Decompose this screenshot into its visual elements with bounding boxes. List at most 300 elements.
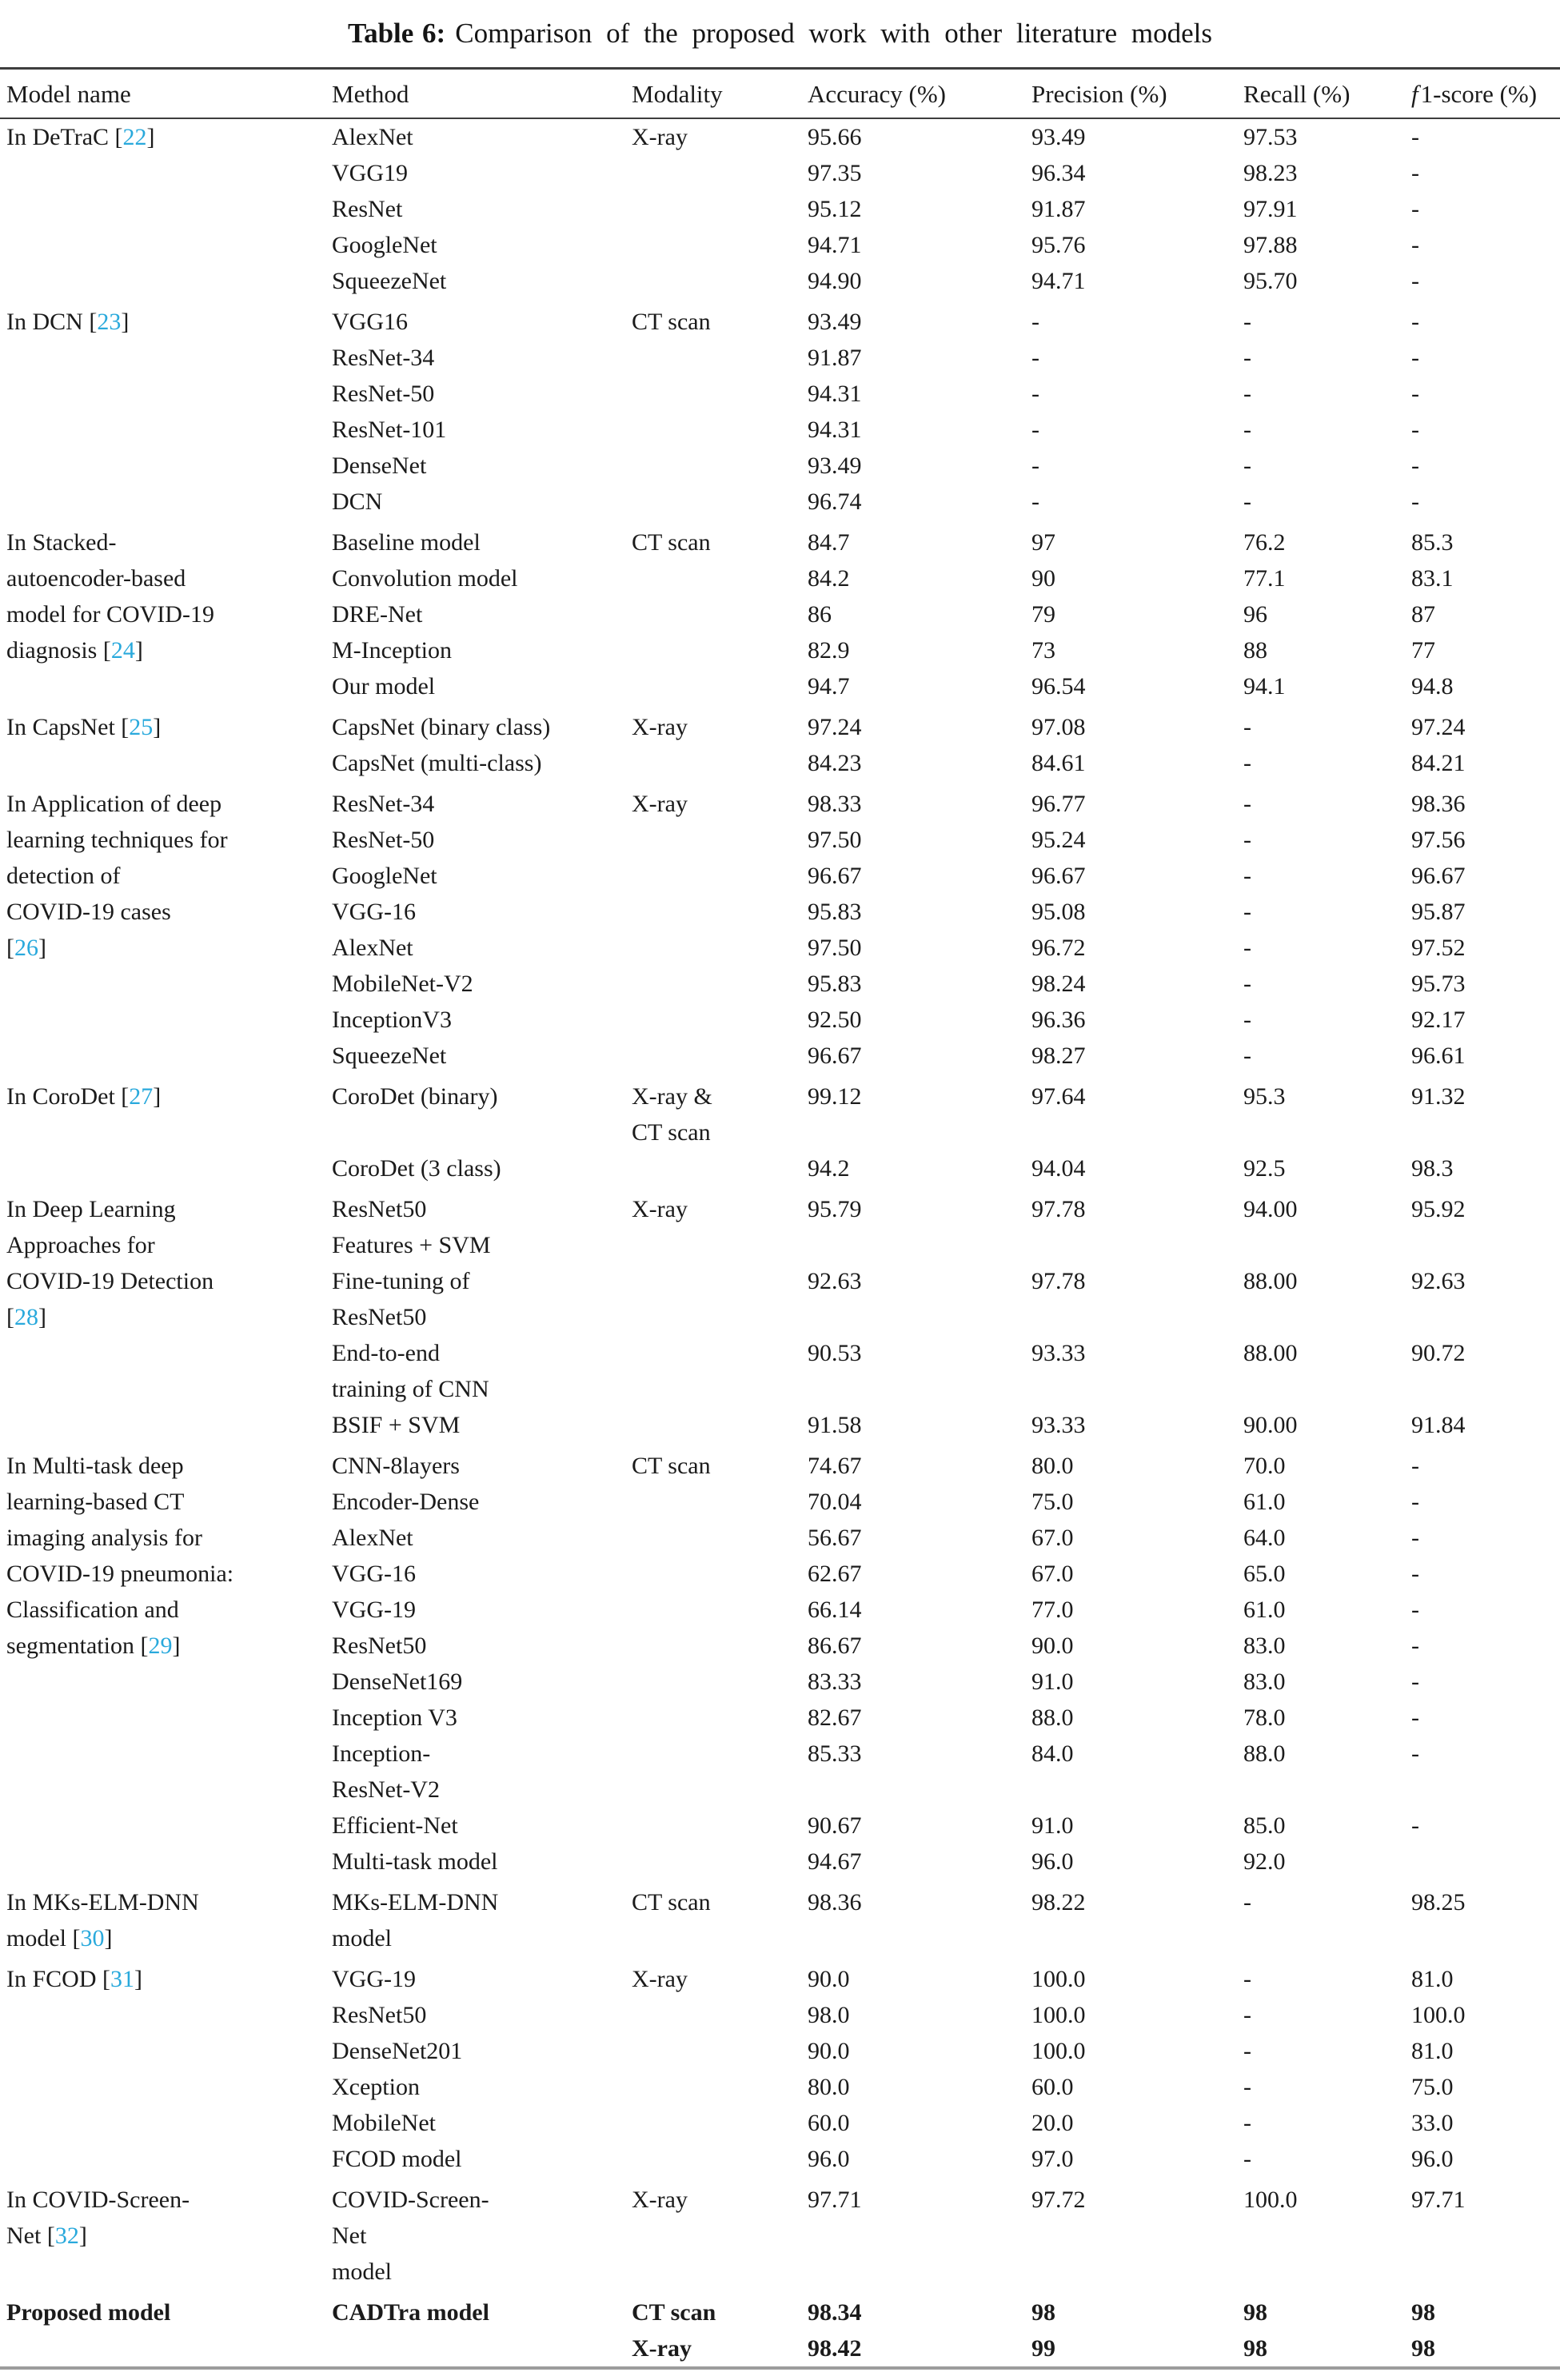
cell: [632, 2105, 808, 2141]
cell: [0, 2105, 332, 2141]
table-row: [0, 484, 1560, 520]
cell: In MKs-ELM-DNN: [6, 1889, 199, 1916]
cell: -: [1411, 1525, 1419, 1551]
cell: 97.24: [808, 714, 862, 740]
table-row: [0, 1844, 1560, 1880]
table-row: [0, 2177, 1560, 2218]
cell: autoencoder-based: [6, 565, 186, 592]
cell: -: [1031, 452, 1039, 479]
cell: 96.36: [1031, 1007, 1086, 1033]
cell: [0, 1772, 332, 1808]
cell: 84.0: [1031, 1740, 1074, 1767]
citation-ref[interactable]: 30: [80, 1925, 105, 1951]
cell: [1243, 2218, 1411, 2254]
cell: [632, 668, 808, 704]
citation-ref[interactable]: 22: [122, 124, 147, 150]
cell: Efficient-Net: [332, 1812, 458, 1839]
citation-ref[interactable]: 27: [129, 1083, 154, 1110]
table-row: [0, 520, 1560, 560]
cell: [632, 412, 808, 448]
cell: 98: [1031, 2299, 1055, 2326]
cell: [632, 2218, 808, 2254]
table-body: [0, 118, 1560, 2368]
cell: 95.83: [808, 971, 862, 997]
cell: [1243, 2254, 1411, 2290]
cell: 96.61: [1411, 1042, 1466, 1069]
table-row: [0, 596, 1560, 632]
cell: COVID-19 cases: [6, 899, 171, 925]
cell: 81.0: [1411, 1966, 1454, 1992]
cell: 74.67: [808, 1453, 862, 1479]
cell: -: [1411, 1704, 1419, 1731]
cell: -: [1243, 1042, 1251, 1069]
cell: model: [332, 2258, 392, 2285]
cell: Baseline model: [332, 529, 481, 556]
table-row: [0, 1628, 1560, 1664]
cell: 91.0: [1031, 1668, 1074, 1695]
cell: [0, 1002, 332, 1038]
cell: 97.50: [808, 935, 862, 961]
cell: 100.0: [1031, 2038, 1086, 2064]
table-row: [0, 263, 1560, 299]
cell: ResNet50: [332, 2002, 427, 2028]
cell: 97.35: [808, 160, 862, 186]
cell: 20.0: [1031, 2110, 1074, 2136]
cell: 94.31: [808, 381, 862, 407]
cell: [0, 1664, 332, 1700]
cell: 96.34: [1031, 160, 1086, 186]
cell: -: [1411, 124, 1419, 150]
column-header: Model name: [0, 69, 332, 119]
cell: 92.63: [1411, 1268, 1466, 1294]
cell: 83.0: [1243, 1633, 1286, 1659]
column-header: Recall (%): [1243, 69, 1411, 119]
cell: In DeTraC [22]: [6, 124, 155, 150]
cell: 70.0: [1243, 1453, 1286, 1479]
cell: 88.0: [1243, 1740, 1286, 1767]
cell: [0, 966, 332, 1002]
cell: 94.00: [1243, 1196, 1298, 1222]
column-header: Method: [332, 69, 632, 119]
cell: In DCN [23]: [6, 309, 130, 335]
cell: 93.33: [1031, 1340, 1086, 1366]
cell: -: [1411, 268, 1419, 294]
cell: 94.2: [808, 1155, 850, 1182]
cell: ResNet50: [332, 1196, 427, 1222]
cell: 94.67: [808, 1848, 862, 1875]
cell: diagnosis [24]: [6, 637, 143, 664]
cell: 90.0: [1031, 1633, 1074, 1659]
cell: 83.33: [808, 1668, 862, 1695]
cell: 91.58: [808, 1412, 862, 1438]
table-row: [0, 2290, 1560, 2330]
cell: 87: [1411, 601, 1435, 628]
table-row: [0, 822, 1560, 858]
cell: 90.00: [1243, 1412, 1298, 1438]
cell: 98.36: [1411, 791, 1466, 817]
cell: -: [1411, 1633, 1419, 1659]
table-row: [0, 632, 1560, 668]
cell: 93.49: [1031, 124, 1086, 150]
cell: 62.67: [808, 1561, 862, 1587]
cell: -: [1411, 1489, 1419, 1515]
cell: training of CNN: [332, 1376, 489, 1402]
cell: [1243, 1371, 1411, 1407]
table-row: [0, 781, 1560, 822]
cell: -: [1411, 309, 1419, 335]
cell: 97.78: [1031, 1268, 1086, 1294]
cell: X-ray: [632, 791, 688, 817]
cell: 96.54: [1031, 673, 1086, 700]
cell: Inception-: [332, 1740, 431, 1767]
cell: DenseNet169: [332, 1668, 463, 1695]
cell: [0, 155, 332, 191]
cell: -: [1411, 345, 1419, 371]
cell: [0, 2141, 332, 2177]
cell: [1411, 2254, 1560, 2290]
column-header: Accuracy (%): [808, 69, 1031, 119]
cell: [28]: [6, 1304, 46, 1330]
cell: [0, 1700, 332, 1736]
cell: [808, 1299, 1031, 1335]
cell: [0, 191, 332, 227]
caption-text: Comparison of the proposed work with other literature models: [455, 18, 1213, 49]
citation-ref[interactable]: 32: [54, 2223, 79, 2249]
cell: 92.0: [1243, 1848, 1286, 1875]
cell: 96.0: [1031, 1848, 1074, 1875]
cell: [0, 1808, 332, 1844]
cell: Our model: [332, 673, 436, 700]
cell: [632, 1335, 808, 1371]
cell: [632, 2254, 808, 2290]
cell: 99: [1031, 2335, 1055, 2362]
cell: [0, 1371, 332, 1407]
cell: [0, 2069, 332, 2105]
cell: 98: [1411, 2335, 1435, 2362]
cell: GoogleNet: [332, 232, 437, 258]
cell: [0, 1844, 332, 1880]
cell: [632, 340, 808, 376]
cell: -: [1411, 1812, 1419, 1839]
table-row: [0, 376, 1560, 412]
cell: 90.67: [808, 1812, 862, 1839]
cell: 96.67: [808, 863, 862, 889]
cell: InceptionV3: [332, 1007, 452, 1033]
cell: Inception V3: [332, 1704, 457, 1731]
cell: CT scan: [632, 1119, 711, 1146]
cell: CNN-8layers: [332, 1453, 460, 1479]
cell: ResNet-101: [332, 417, 447, 443]
cell: [632, 596, 808, 632]
cell: -: [1243, 2038, 1251, 2064]
cell: 95.66: [808, 124, 862, 150]
cell: 97.72: [1031, 2187, 1086, 2213]
cell: 100.0: [1411, 2002, 1466, 2028]
cell: 94.7: [808, 673, 850, 700]
cell: 97.53: [1243, 124, 1298, 150]
cell: 90.0: [808, 1966, 850, 1992]
cell: ResNet-V2: [332, 1776, 440, 1803]
cell: [632, 227, 808, 263]
cell: 90.0: [808, 2038, 850, 2064]
table-row: [0, 1556, 1560, 1592]
cell: 99.12: [808, 1083, 862, 1110]
table-row: [0, 1150, 1560, 1186]
table-row: [0, 1808, 1560, 1844]
table-row: [0, 1038, 1560, 1074]
cell: [632, 822, 808, 858]
cell: [0, 668, 332, 704]
cell: 98.27: [1031, 1042, 1086, 1069]
cell: [632, 155, 808, 191]
cell: 96.67: [1411, 863, 1466, 889]
cell: 88.0: [1031, 1704, 1074, 1731]
cell: -: [1411, 417, 1419, 443]
cell: [632, 1736, 808, 1772]
cell: 78.0: [1243, 1704, 1286, 1731]
table-row: [0, 340, 1560, 376]
cell: In Application of deep: [6, 791, 222, 817]
cell: 98.34: [808, 2299, 862, 2326]
cell: 98.24: [1031, 971, 1086, 997]
cell: -: [1243, 714, 1251, 740]
cell: [332, 1114, 632, 1150]
cell: [1411, 1772, 1560, 1808]
cell: -: [1243, 863, 1251, 889]
table-row: [0, 448, 1560, 484]
cell: [632, 560, 808, 596]
cell: [0, 1114, 332, 1150]
cell: SqueezeNet: [332, 268, 447, 294]
cell: 98.22: [1031, 1889, 1086, 1916]
table-row: [0, 858, 1560, 894]
cell: In CapsNet [25]: [6, 714, 162, 740]
cell: 98: [1243, 2299, 1267, 2326]
cell: Xception: [332, 2074, 420, 2100]
cell: DCN: [332, 488, 383, 515]
cell: [0, 1997, 332, 2033]
cell: Net: [332, 2223, 367, 2249]
cell: VGG-16: [332, 1561, 416, 1587]
cell: 97.78: [1031, 1196, 1086, 1222]
cell: [1031, 1299, 1243, 1335]
cell: SqueezeNet: [332, 1042, 447, 1069]
cell: 77: [1411, 637, 1435, 664]
citation-ref[interactable]: 24: [110, 637, 135, 664]
table-row: [0, 118, 1560, 155]
table-row: [0, 299, 1560, 340]
cell: -: [1243, 935, 1251, 961]
cell: 91.87: [808, 345, 862, 371]
cell: [1243, 1920, 1411, 1956]
cell: [808, 1114, 1031, 1150]
cell: [632, 376, 808, 412]
cell: ResNet-34: [332, 791, 435, 817]
cell: VGG-19: [332, 1966, 416, 1992]
cell: [1243, 1114, 1411, 1150]
cell: CT scan: [632, 1453, 711, 1479]
table-row: [0, 1736, 1560, 1772]
table-row: [0, 191, 1560, 227]
cell: 100.0: [1243, 2187, 1298, 2213]
cell: 96.77: [1031, 791, 1086, 817]
cell: Fine-tuning of: [332, 1268, 470, 1294]
cell: 94.1: [1243, 673, 1286, 700]
cell: Net [32]: [6, 2223, 87, 2249]
citation-ref[interactable]: 29: [148, 1633, 173, 1659]
cell: VGG19: [332, 160, 408, 186]
cell: 64.0: [1243, 1525, 1286, 1551]
citation-ref[interactable]: 26: [14, 935, 38, 961]
cell: [632, 2069, 808, 2105]
cell: 97.91: [1243, 196, 1298, 222]
cell: [632, 1808, 808, 1844]
cell: 81.0: [1411, 2038, 1454, 2064]
table-row: [0, 1956, 1560, 1997]
cell: MobileNet-V2: [332, 971, 473, 997]
cell: 83.0: [1243, 1668, 1286, 1695]
cell: M-Inception: [332, 637, 452, 664]
cell: 95.87: [1411, 899, 1466, 925]
cell: ResNet-50: [332, 381, 435, 407]
cell: 94.90: [808, 268, 862, 294]
citation-ref[interactable]: 25: [129, 714, 154, 740]
cell: CoroDet (3 class): [332, 1155, 501, 1182]
cell: In Multi-task deep: [6, 1453, 184, 1479]
cell: CoroDet (binary): [332, 1083, 498, 1110]
cell: 85.3: [1411, 529, 1454, 556]
cell: [1243, 1772, 1411, 1808]
cell: [0, 484, 332, 520]
table-row: [0, 2330, 1560, 2368]
cell: 90: [1031, 565, 1055, 592]
cell: 96.74: [808, 488, 862, 515]
cell: [0, 2254, 332, 2290]
cell: -: [1243, 1007, 1251, 1033]
cell: -: [1411, 232, 1419, 258]
cell: [0, 340, 332, 376]
cell: [1031, 1371, 1243, 1407]
table-row: [0, 1664, 1560, 1700]
cell: 93.49: [808, 452, 862, 479]
cell: [632, 745, 808, 781]
cell: 94.71: [808, 232, 862, 258]
cell: -: [1411, 488, 1419, 515]
cell: 98.42: [808, 2335, 862, 2362]
cell: 75.0: [1411, 2074, 1454, 2100]
cell: 84.23: [808, 750, 862, 776]
table-row: [0, 1227, 1560, 1263]
table-row: [0, 1263, 1560, 1299]
cell: 97.88: [1243, 232, 1298, 258]
citation-ref[interactable]: 28: [14, 1304, 38, 1330]
cell: 96.72: [1031, 935, 1086, 961]
cell: 91.84: [1411, 1412, 1466, 1438]
cell: 33.0: [1411, 2110, 1454, 2136]
cell: CT scan: [632, 1889, 711, 1916]
cell: Features + SVM: [332, 1232, 491, 1258]
cell: 65.0: [1243, 1561, 1286, 1587]
cell: 97.56: [1411, 827, 1466, 853]
cell: [1031, 2218, 1243, 2254]
cell: COVID-19 pneumonia:: [6, 1561, 234, 1587]
cell: [0, 745, 332, 781]
cell: X-ray: [632, 124, 688, 150]
cell: [1243, 1299, 1411, 1335]
cell: [632, 1700, 808, 1736]
cell: -: [1243, 452, 1251, 479]
cell: 93.49: [808, 309, 862, 335]
cell: In CoroDet [27]: [6, 1083, 162, 1110]
cell: MobileNet: [332, 2110, 436, 2136]
cell: -: [1031, 309, 1039, 335]
citation-ref[interactable]: 23: [97, 309, 122, 335]
cell: 95.08: [1031, 899, 1086, 925]
cell: 97.71: [1411, 2187, 1466, 2213]
cell: 97.50: [808, 827, 862, 853]
cell: 95.76: [1031, 232, 1086, 258]
cell: [632, 858, 808, 894]
cell: -: [1411, 160, 1419, 186]
cell: [1411, 1114, 1560, 1150]
cell: 97.0: [1031, 2146, 1074, 2172]
cell: [1031, 1114, 1243, 1150]
cell: [808, 1227, 1031, 1263]
table-row: [0, 1484, 1560, 1520]
table-row: [0, 1371, 1560, 1407]
cell: 84.21: [1411, 750, 1466, 776]
cell: 84.7: [808, 529, 850, 556]
table-row: [0, 1074, 1560, 1114]
cell: -: [1411, 452, 1419, 479]
cell: 95.3: [1243, 1083, 1286, 1110]
cell: -: [1411, 1740, 1419, 1767]
table-row: [0, 1443, 1560, 1484]
cell: GoogleNet: [332, 863, 437, 889]
table-row: [0, 412, 1560, 448]
cell: 86.67: [808, 1633, 862, 1659]
cell: [632, 1002, 808, 1038]
cell: 85.0: [1243, 1812, 1286, 1839]
cell: Convolution model: [332, 565, 518, 592]
cell: 90.72: [1411, 1340, 1466, 1366]
table-row: [0, 1407, 1560, 1443]
cell: 84.61: [1031, 750, 1086, 776]
table-row: [0, 1186, 1560, 1227]
cell: -: [1243, 791, 1251, 817]
cell: [632, 1997, 808, 2033]
table-row: [0, 704, 1560, 745]
cell: 96.67: [1031, 863, 1086, 889]
cell: CapsNet (multi-class): [332, 750, 542, 776]
cell: model for COVID-19: [6, 601, 214, 628]
citation-ref[interactable]: 31: [110, 1966, 135, 1992]
cell: 97.64: [1031, 1083, 1086, 1110]
cell: DenseNet201: [332, 2038, 463, 2064]
cell: ResNet: [332, 196, 403, 222]
cell: [0, 227, 332, 263]
cell: COVID-Screen-: [332, 2187, 489, 2213]
cell: -: [1243, 345, 1251, 371]
cell: -: [1411, 1668, 1419, 1695]
table-row: [0, 1880, 1560, 1920]
cell: -: [1243, 1966, 1251, 1992]
cell: model [30]: [6, 1925, 113, 1951]
cell: 95.12: [808, 196, 862, 222]
cell: ResNet50: [332, 1304, 427, 1330]
cell: CapsNet (binary class): [332, 714, 551, 740]
cell: 100.0: [1031, 1966, 1086, 1992]
